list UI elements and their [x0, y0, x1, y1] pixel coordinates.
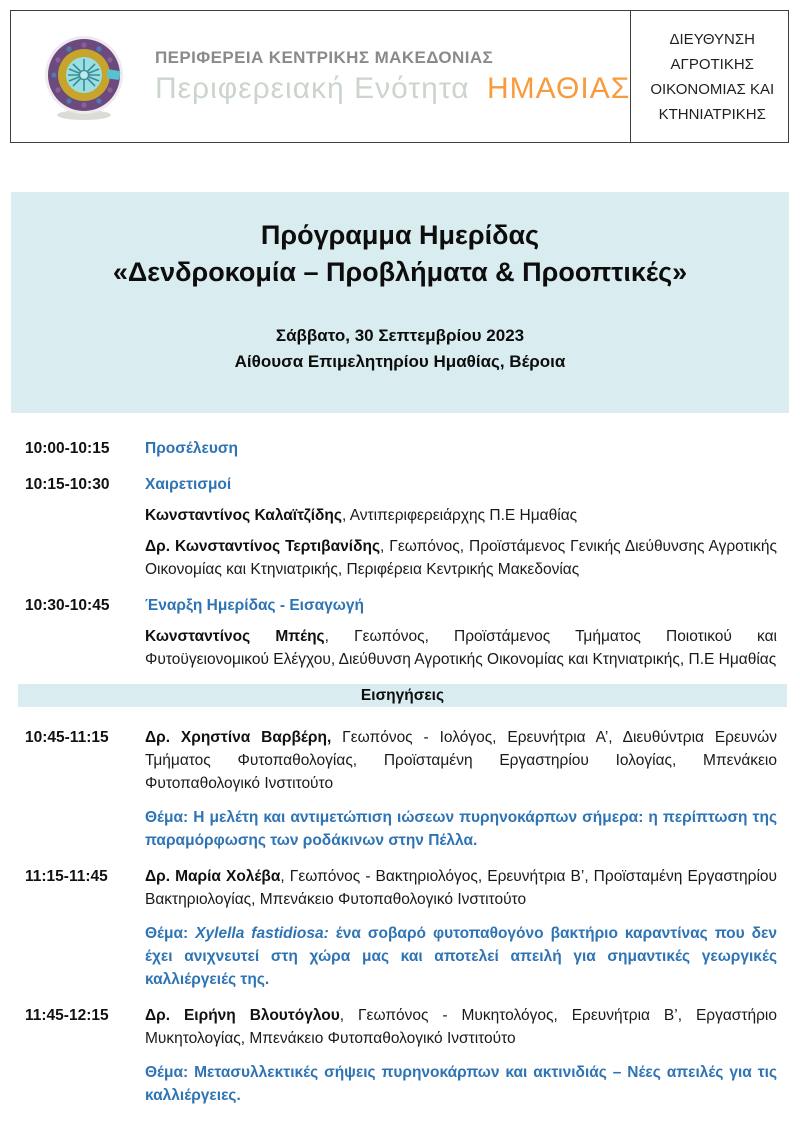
speaker-line	[145, 726, 777, 795]
session-title: Προσέλευση	[145, 440, 238, 457]
schedule-entry	[25, 865, 777, 991]
speaker-line	[145, 865, 777, 911]
speaker-name: Κωνσταντίνος Καλαϊτζίδης	[145, 507, 342, 524]
regional-emblem-icon	[43, 33, 125, 121]
schedule	[25, 437, 777, 1120]
entry-body	[145, 1004, 777, 1107]
org-unit-region: ΗΜΑΘΙΑΣ	[486, 71, 631, 105]
program-subtitle: «Δενδροκομία – Προβλήματα & Προοπτικές»	[112, 257, 688, 287]
schedule-entry	[25, 437, 777, 460]
schedule-entry	[25, 1004, 777, 1107]
entry-body	[145, 473, 777, 581]
org-text-block	[155, 48, 630, 106]
entry-body	[145, 865, 777, 991]
entry-time: 10:45-11:15	[25, 729, 109, 746]
theme-label: Θέμα:	[145, 1064, 189, 1081]
speaker-role: , Γεωπόνος - Μυκητολόγος, Ερευνήτρια Β’, Εργαστήριο Μυκητολογίας, Μπενάκειο Φυτοπαθολογικό Ινστιτούτο	[145, 1007, 777, 1047]
speaker-line	[145, 1004, 777, 1050]
schedule-entry	[25, 473, 777, 581]
org-unit-line	[155, 72, 630, 106]
theme-text: Η μελέτη και αντιμετώπιση ιώσεων πυρηνοκάρπων σήμερα: η περίπτωση της παραμόρφωσης των ροδάκινων στην Πέλλα.	[145, 809, 778, 849]
theme-text: Μετασυλλεκτικές σήψεις πυρηνοκάρπων και ακτινιδιάς – Νέες απειλές για τις καλλιέργειες.	[145, 1064, 778, 1104]
org-name: ΠΕΡΙΦΕΡΕΙΑ ΚΕΝΤΡΙΚΗΣ ΜΑΚΕΔΟΝΙΑΣ	[155, 47, 494, 67]
speaker-name: Κωνσταντίνος Μπέης	[145, 628, 325, 645]
header-left-cell	[11, 11, 630, 142]
entry-time: 10:15-10:30	[25, 476, 110, 493]
theme-line	[145, 922, 777, 991]
header	[10, 10, 789, 143]
entry-body	[145, 594, 777, 671]
schedule-entry	[25, 726, 777, 852]
event-venue: Αίθουσα Επιμελητηρίου Ημαθίας, Βέροια	[234, 352, 566, 371]
entry-time: 11:15-11:45	[25, 868, 108, 885]
title-box	[11, 192, 789, 413]
department-box: ΔΙΕΥΘΥΝΣΗ ΑΓΡΟΤΙΚΗΣ ΟΙΚΟΝΟΜΙΑΣ ΚΑΙ ΚΤΗΝΙΑΤΡΙΚΗΣ	[630, 11, 793, 142]
entry-body	[145, 726, 777, 852]
theme-label: Θέμα:	[145, 809, 189, 826]
speaker-line	[145, 504, 777, 527]
program-title: Πρόγραμμα Ημερίδας	[260, 220, 540, 250]
speaker-line	[145, 625, 777, 671]
section-header-label: Εισηγήσεις	[360, 687, 445, 704]
speaker-role: Γεωπόνος - Ιολόγος, Ερευνήτρια Α’, Διευθύντρια Ερευνών Τμήματος Φυτοπαθολογίας, Προϊσταμένη Εργαστηρίου Ιολογίας, Μπενάκειο Φυτοπαθολογικό Ινστιτούτο	[145, 729, 777, 792]
session-title: Χαιρετισμοί	[145, 476, 232, 493]
speaker-role: , Γεωπόνος, Προϊστάμενος Γενικής Διεύθυνσης Αγροτικής Οικονομίας και Κτηνιατρικής, Περιφέρεια Κεντρικής Μακεδονίας	[145, 538, 777, 578]
theme-label: Θέμα:	[145, 925, 189, 942]
entry-body	[145, 437, 777, 460]
theme-text: ένα σοβαρό φυτοπαθογόνο βακτήριο καραντίνας που δεν έχει ανιχνευτεί στη χώρα μας και αποτελεί απειλή για σημαντικές γεωργικές καλλιέργειές της.	[145, 925, 777, 988]
entry-time: 10:00-10:15	[25, 440, 110, 457]
org-unit-prefix: Περιφερειακή Ενότητα	[155, 71, 470, 105]
speaker-name: Δρ. Ειρήνη Βλουτόγλου	[145, 1007, 340, 1024]
entry-time: 10:30-10:45	[25, 597, 110, 614]
session-title: Έναρξη Ημερίδας - Εισαγωγή	[145, 597, 364, 614]
speaker-name: Δρ. Κωνσταντίνος Τερτιβανίδης	[145, 538, 381, 555]
section-header-band	[18, 684, 787, 707]
theme-line	[145, 1061, 777, 1107]
speaker-role: , Αντιπεριφερειάρχης Π.Ε Ημαθίας	[341, 507, 578, 524]
speaker-role: , Γεωπόνος, Προϊστάμενος Τμήματος Ποιοτικού και Φυτοϋγειονομικού Ελέγχου, Διεύθυνση Αγροτικής Οικονομίας και Κτηνιατρικής, Π.Ε Ημαθίας	[145, 628, 777, 668]
speaker-name: Δρ. Χρηστίνα Βαρβέρη,	[145, 729, 332, 746]
speaker-line	[145, 535, 777, 581]
speaker-name: Δρ. Μαρία Χολέβα	[145, 868, 281, 885]
speaker-role: , Γεωπόνος - Βακτηριολόγος, Ερευνήτρια Β’, Προϊσταμένη Εργαστηρίου Βακτηριολογίας, Μπενάκειο Φυτοπαθολογικό Ινστιτούτο	[145, 868, 777, 908]
theme-line	[145, 806, 777, 852]
entry-time: 11:45-12:15	[25, 1007, 109, 1024]
schedule-entry	[25, 594, 777, 671]
event-date: Σάββατο, 30 Σεπτεμβρίου 2023	[275, 326, 525, 345]
theme-italic: Xylella fastidiosa:	[195, 925, 329, 942]
